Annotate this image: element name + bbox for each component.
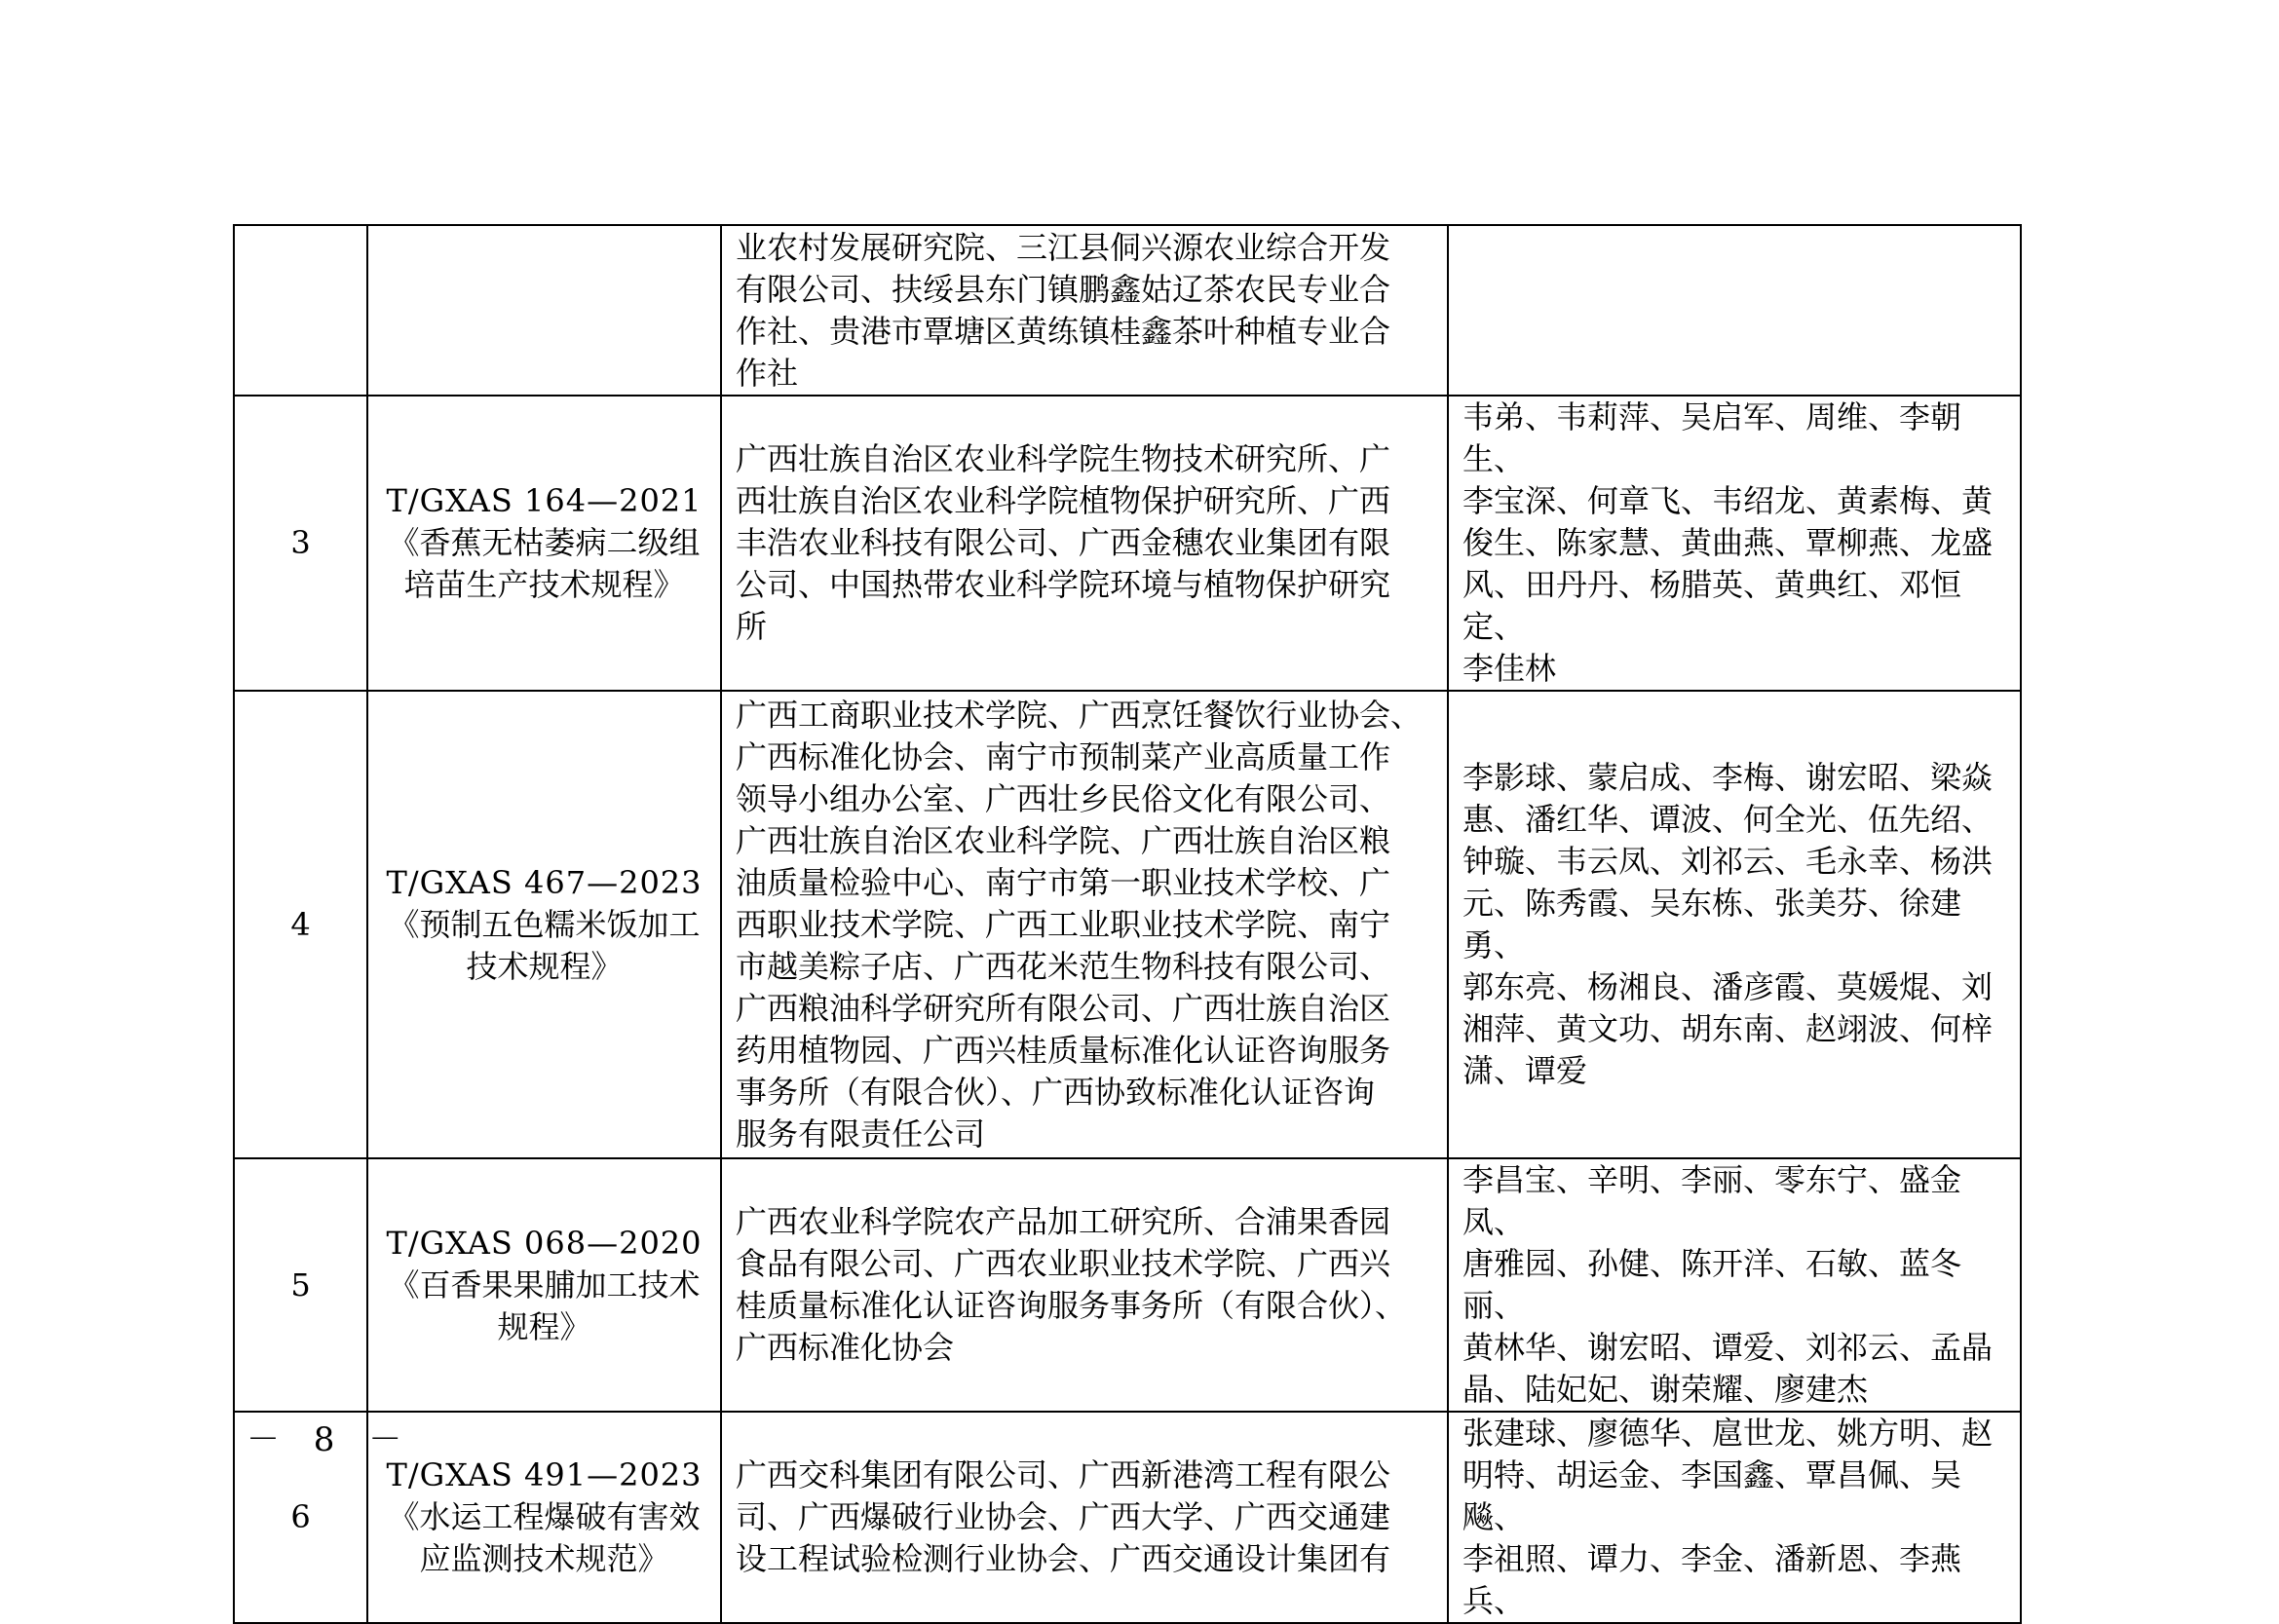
standard-cell bbox=[367, 1412, 721, 1623]
standard-code: T/GXAS 467—2023 bbox=[386, 863, 703, 901]
organizations-text: 广西农业科学院农产品加工研究所、合浦果香园 食品有限公司、广西农业职业技术学院、广西兴 桂质量标准化认证咨询服务事务所（有限合伙）、 广西标准化协会 bbox=[736, 1203, 1407, 1366]
standard-cell bbox=[367, 1158, 721, 1412]
organizations-cell bbox=[721, 225, 1448, 396]
organizations-text: 广西交科集团有限公司、广西新港湾工程有限公 司、广西爆破行业协会、广西大学、广西交通建 设工程试验检测行业协会、广西交通设计集团有 bbox=[736, 1456, 1391, 1577]
standard-title: 《水运工程爆破有害效应监测技术规范》 bbox=[388, 1498, 701, 1577]
drafters-cell bbox=[1448, 1412, 2021, 1623]
table-row bbox=[234, 396, 2021, 691]
drafters-text: 韦弟、韦莉萍、吴启军、周维、李朝生、 李宝深、何章飞、韦绍龙、黄素梅、黄 俊生、陈家慧、黄曲燕、覃柳燕、龙盛 风、田丹丹、杨腊英、黄典红、邓恒定、 李佳林 bbox=[1462, 398, 1994, 687]
organizations-cell bbox=[721, 396, 1448, 691]
organizations-cell bbox=[721, 691, 1448, 1158]
standard-code: T/GXAS 491—2023 bbox=[386, 1456, 703, 1493]
table-row bbox=[234, 691, 2021, 1158]
standard-cell bbox=[367, 691, 721, 1158]
organizations-cell bbox=[721, 1158, 1448, 1412]
standard-cell bbox=[367, 225, 721, 396]
organizations-text: 业农村发展研究院、三江县侗兴源农业综合开发 有限公司、扶绥县东门镇鹏鑫姑辽茶农民专业合 作社、贵港市覃塘区黄练镇桂鑫茶叶种植专业合 作社 bbox=[736, 228, 1391, 392]
standard-title: 《预制五色糯米饭加工技术规程》 bbox=[388, 905, 701, 985]
table-row bbox=[234, 225, 2021, 396]
drafters-cell bbox=[1448, 1158, 2021, 1412]
standards-table bbox=[233, 224, 2022, 1624]
row-number: 5 bbox=[234, 1158, 367, 1412]
standard-title: 《香蕉无枯萎病二级组培苗生产技术规程》 bbox=[388, 524, 701, 603]
standard-code: T/GXAS 164—2021 bbox=[386, 482, 703, 519]
organizations-text: 广西壮族自治区农业科学院生物技术研究所、广 西壮族自治区农业科学院植物保护研究所、广西 丰浩农业科技有限公司、广西金穗农业集团有限 公司、中国热带农业科学院环境与植物保护研究 所 bbox=[736, 440, 1391, 645]
organizations-cell bbox=[721, 1412, 1448, 1623]
drafters-cell bbox=[1448, 225, 2021, 396]
drafters-text: 张建球、廖德华、扈世龙、姚方明、赵 明特、胡运金、李国鑫、覃昌佩、吴飚、 李祖照、谭力、李金、潘新恩、李燕兵、 bbox=[1462, 1415, 1994, 1619]
standard-title: 《百香果果脯加工技术规程》 bbox=[388, 1265, 701, 1345]
drafters-cell bbox=[1448, 691, 2021, 1158]
page-number: － 8 － bbox=[247, 1420, 414, 1459]
standard-code: T/GXAS 068—2020 bbox=[386, 1224, 703, 1262]
drafters-text: 李影球、蒙启成、李梅、谢宏昭、梁焱 惠、潘红华、谭波、何全光、伍先绍、 钟璇、韦云凤、刘祁云、毛永幸、杨洪 元、陈秀霞、吴东栋、张美芬、徐建勇、 郭东亮、杨湘良、潘彦霞、莫媛焜、刘 湘萍、黄文功、胡东南、赵翊波、何梓 潇、谭爱 bbox=[1462, 759, 1994, 1089]
row-number: 6 bbox=[234, 1412, 367, 1623]
table-row bbox=[234, 1412, 2021, 1623]
row-number bbox=[234, 225, 367, 396]
row-number: 4 bbox=[234, 691, 367, 1158]
row-number: 3 bbox=[234, 396, 367, 691]
drafters-text: 李昌宝、辛明、李丽、零东宁、盛金凤、 唐雅园、孙健、陈开洋、石敏、蓝冬丽、 黄林华、谢宏昭、谭爱、刘祁云、孟晶 晶、陆妃妃、谢荣耀、廖建杰 bbox=[1462, 1161, 1994, 1408]
standard-cell bbox=[367, 396, 721, 691]
table-row bbox=[234, 1158, 2021, 1412]
organizations-text: 广西工商职业技术学院、广西烹饪餐饮行业协会、 广西标准化协会、南宁市预制菜产业高质量工作 领导小组办公室、广西壮乡民俗文化有限公司、 广西壮族自治区农业科学院、广西壮族自治区粮 油质量检验中心、南宁市第一职业技术学校、广 西职业技术学院、广西工业职业技术学院、南宁 市越美粽子店、广西花米范生物科技有限公司、 广西粮油科学研究所有限公司、广西壮族自治区 药用植物园、广西兴桂质量标准化认证咨询服务 事务所（有限合伙）、广西协致标准化认证咨询 服务有限责任公司 bbox=[736, 696, 1423, 1152]
drafters-cell bbox=[1448, 396, 2021, 691]
